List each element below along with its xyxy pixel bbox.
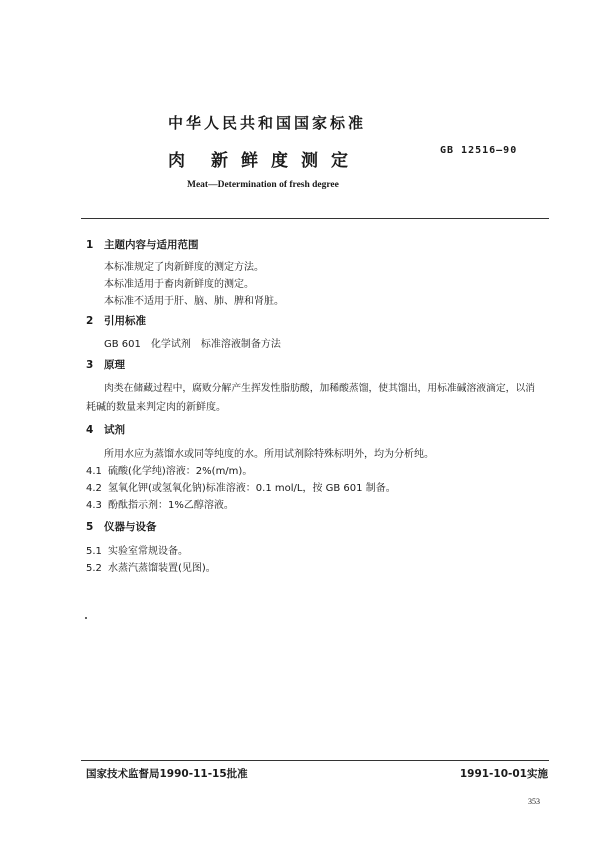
item-text: 氢氧化钾(或氢氧化钠)标准溶液：0.1 mol/L，按 GB 601 制备。 xyxy=(108,483,396,494)
section-heading-1 xyxy=(86,237,199,252)
section-title: 主题内容与适用范围 xyxy=(104,239,199,251)
item-number: 4.3 xyxy=(86,500,102,511)
list-item xyxy=(86,496,234,511)
section-heading-4 xyxy=(86,422,125,437)
list-item xyxy=(86,479,396,494)
item-text: 实验室常规设备。 xyxy=(108,546,188,557)
paragraph: GB 601 化学试剂 标准溶液制备方法 xyxy=(104,339,281,350)
page-number: 353 xyxy=(528,797,540,806)
section-heading-2 xyxy=(86,313,146,328)
title-char: 鲜 xyxy=(241,151,258,171)
item-number: 5.1 xyxy=(86,546,102,557)
paragraph: 本标准适用于畜肉新鲜度的测定。 xyxy=(104,279,254,290)
title-char: 新 xyxy=(211,151,228,171)
item-text: 硫酸(化学纯)溶液：2%(m/m)。 xyxy=(108,466,253,477)
section-title: 原理 xyxy=(104,359,125,371)
title-char: 定 xyxy=(331,151,348,171)
section-heading-3 xyxy=(86,357,125,372)
standard-name: 中华人民共和国国家标准 xyxy=(168,114,367,132)
section-title: 仪器与设备 xyxy=(104,521,157,533)
footer-divider xyxy=(81,760,549,761)
section-number: 3 xyxy=(86,359,94,371)
implementation-date: 1991-10-01实施 xyxy=(459,768,548,780)
english-title: Meat—Determination of fresh degree xyxy=(187,180,339,190)
item-number: 4.2 xyxy=(86,483,102,494)
title-char: 肉 xyxy=(168,151,185,171)
paragraph: 耗碱的数量来判定肉的新鲜度。 xyxy=(86,402,226,413)
section-title: 引用标准 xyxy=(104,315,146,327)
title-char: 测 xyxy=(301,151,318,171)
item-text: 水蒸汽蒸馏装置(见图)。 xyxy=(108,563,216,574)
list-item xyxy=(86,542,188,557)
document-title xyxy=(168,146,348,171)
section-number: 1 xyxy=(86,239,94,251)
section-title: 试剂 xyxy=(104,424,125,436)
standard-code: GB 12516—90 xyxy=(440,145,518,156)
section-heading-5 xyxy=(86,519,157,534)
list-item xyxy=(86,462,252,477)
section-number: 4 xyxy=(86,424,94,436)
list-item xyxy=(86,559,216,574)
header-divider xyxy=(81,218,549,219)
approval-date: 国家技术监督局1990-11-15批准 xyxy=(86,768,248,780)
paragraph: 肉类在储藏过程中，腐败分解产生挥发性脂肪酸，加稀酸蒸馏，使其馏出，用标准碱溶液滴定，以消 xyxy=(104,383,536,394)
item-text: 酚酞指示剂：1%乙醇溶液。 xyxy=(108,500,234,511)
section-number: 5 xyxy=(86,521,94,533)
item-number: 5.2 xyxy=(86,563,102,574)
paragraph: 本标准规定了肉新鲜度的测定方法。 xyxy=(104,262,264,273)
title-char: 度 xyxy=(271,151,288,171)
item-number: 4.1 xyxy=(86,466,102,477)
paragraph: 本标准不适用于肝、脑、肺、脾和肾脏。 xyxy=(104,296,284,307)
paragraph: 所用水应为蒸馏水或同等纯度的水。所用试剂除特殊标明外，均为分析纯。 xyxy=(104,449,434,460)
section-number: 2 xyxy=(86,315,94,327)
scan-speck xyxy=(85,617,87,619)
